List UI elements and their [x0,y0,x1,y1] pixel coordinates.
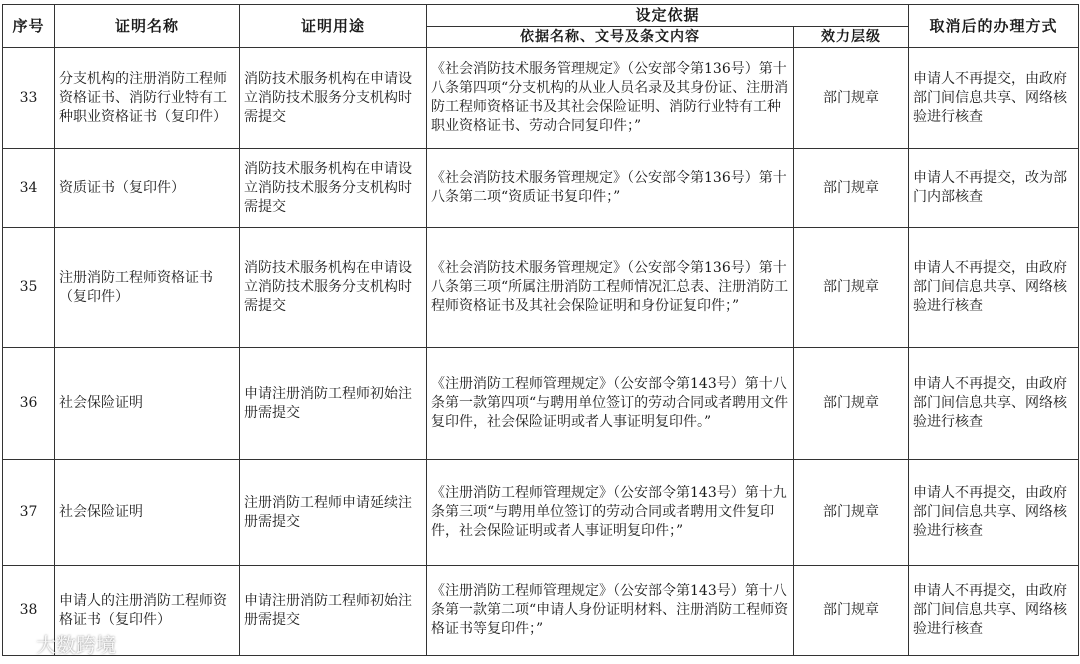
table-row [3,566,1079,656]
certificate-table [2,4,1079,656]
header-seq: 序号 [3,5,55,48]
cell-seq: 37 [3,460,55,566]
cell-name: 社会保险证明 [55,460,240,566]
cell-level: 部门规章 [794,566,909,656]
cell-purpose: 注册消防工程师申请延续注册需提交 [240,460,427,566]
cell-purpose: 申请注册消防工程师初始注册需提交 [240,566,427,656]
cell-basis: 《注册消防工程师管理规定》（公安部令第143号）第十八条第一款第二项“申请人身份证明材料、注册消防工程师资格证书等复印件；” [427,566,794,656]
cell-seq: 35 [3,228,55,348]
cell-basis: 《注册消防工程师管理规定》（公安部令第143号）第十九条第三项“与聘用单位签订的劳动合同或者聘用文件复印件，社会保险证明或者人事证明复印件；” [427,460,794,566]
cell-purpose: 消防技术服务机构在申请设立消防技术服务分支机构时需提交 [240,228,427,348]
cell-after-cancel: 申请人不再提交，由政府部门间信息共享、网络核验进行核查 [909,460,1079,566]
cell-after-cancel: 申请人不再提交，由政府部门间信息共享、网络核验进行核查 [909,228,1079,348]
cell-name: 分支机构的注册消防工程师资格证书、消防行业特有工种职业资格证书（复印件） [55,48,240,149]
cell-basis: 《社会消防技术服务管理规定》（公安部令第136号）第十八条第三项“所属注册消防工程师情况汇总表、注册消防工程师资格证书及其社会保险证明和身份证复印件；” [427,228,794,348]
cell-seq: 33 [3,48,55,149]
cell-level: 部门规章 [794,48,909,149]
watermark-text: 大数跨境 [36,632,116,657]
cell-seq: 38 [3,566,55,656]
header-level: 效力层级 [794,27,909,48]
cell-after-cancel: 申请人不再提交，由政府部门间信息共享、网络核验进行核查 [909,48,1079,149]
cell-purpose: 申请注册消防工程师初始注册需提交 [240,348,427,460]
header-basis-content: 依据名称、文号及条文内容 [427,27,794,48]
table-row [3,228,1079,348]
cell-name: 申请人的注册消防工程师资格证书（复印件） [55,566,240,656]
cell-purpose: 消防技术服务机构在申请设立消防技术服务分支机构时需提交 [240,48,427,149]
header-after-cancel: 取消后的办理方式 [909,5,1079,48]
cell-name: 资质证书（复印件） [55,149,240,228]
cell-after-cancel: 申请人不再提交，由政府部门间信息共享、网络核验进行核查 [909,348,1079,460]
cell-name: 注册消防工程师资格证书（复印件） [55,228,240,348]
cell-after-cancel: 申请人不再提交，由政府部门间信息共享、网络核验进行核查 [909,566,1079,656]
cell-level: 部门规章 [794,348,909,460]
table-row [3,460,1079,566]
cell-purpose: 消防技术服务机构在申请设立消防技术服务分支机构时需提交 [240,149,427,228]
table-row [3,48,1079,149]
header-purpose: 证明用途 [240,5,427,48]
cell-seq: 34 [3,149,55,228]
cell-seq: 36 [3,348,55,460]
cell-after-cancel: 申请人不再提交，改为部门内部核查 [909,149,1079,228]
cell-name: 社会保险证明 [55,348,240,460]
weibo-icon [6,632,32,654]
header-basis-group: 设定依据 [427,5,909,27]
cell-level: 部门规章 [794,460,909,566]
table-row [3,348,1079,460]
table-row [3,149,1079,228]
cell-basis: 《社会消防技术服务管理规定》（公安部令第136号）第十八条第四项“分支机构的从业人员名录及其身份证、注册消防工程师资格证书及其社会保险证明、消防行业特有工种职业资格证书、劳动合同复印件；” [427,48,794,149]
header-name: 证明名称 [55,5,240,48]
cell-level: 部门规章 [794,149,909,228]
cell-level: 部门规章 [794,228,909,348]
cell-basis: 《社会消防技术服务管理规定》（公安部令第136号）第十八条第二项“资质证书复印件；” [427,149,794,228]
cell-basis: 《注册消防工程师管理规定》（公安部令第143号）第十八条第一款第四项“与聘用单位签订的劳动合同或者聘用文件复印件，社会保险证明或者人事证明复印件。” [427,348,794,460]
watermark [6,628,116,658]
